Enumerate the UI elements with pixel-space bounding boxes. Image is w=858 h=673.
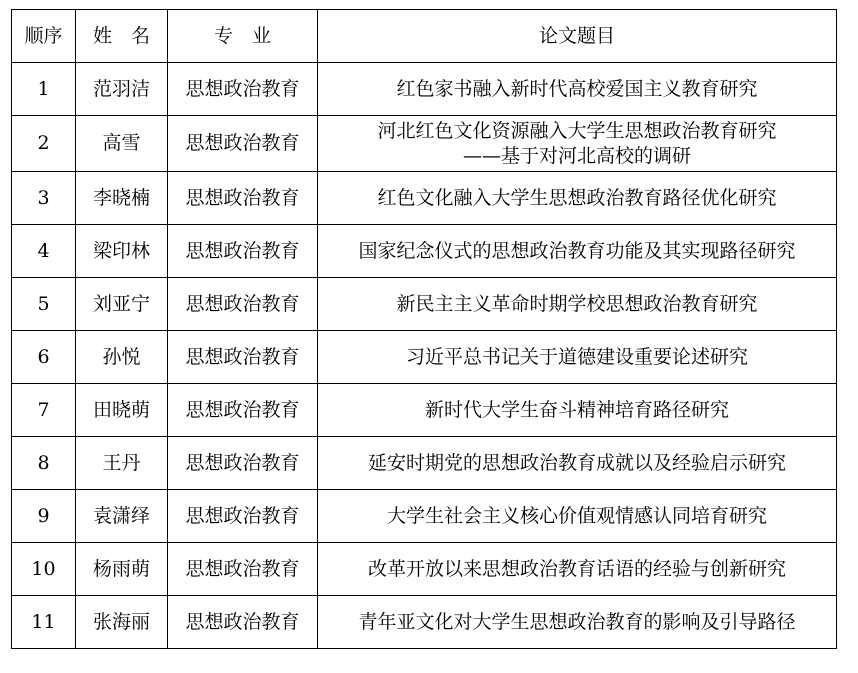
student-major: 思想政治教育 [168, 63, 318, 116]
student-name: 王丹 [76, 437, 168, 490]
row-number: 4 [12, 225, 76, 278]
student-name: 孙悦 [76, 331, 168, 384]
thesis-title: 国家纪念仪式的思想政治教育功能及其实现路径研究 [318, 225, 837, 278]
table-header-row [12, 10, 837, 63]
thesis-title: 改革开放以来思想政治教育话语的经验与创新研究 [318, 543, 837, 596]
student-major: 思想政治教育 [168, 596, 318, 649]
student-major: 思想政治教育 [168, 278, 318, 331]
student-name: 梁印林 [76, 225, 168, 278]
thesis-title: 红色家书融入新时代高校爱国主义教育研究 [318, 63, 837, 116]
table-row [12, 543, 837, 596]
student-major: 思想政治教育 [168, 490, 318, 543]
header-major: 专 业 [168, 10, 318, 63]
thesis-title: 大学生社会主义核心价值观情感认同培育研究 [318, 490, 837, 543]
student-major: 思想政治教育 [168, 172, 318, 225]
table-row [12, 116, 837, 172]
table-row [12, 596, 837, 649]
student-major: 思想政治教育 [168, 225, 318, 278]
thesis-title: 习近平总书记关于道德建设重要论述研究 [318, 331, 837, 384]
table-row [12, 172, 837, 225]
row-number: 8 [12, 437, 76, 490]
header-name: 姓 名 [76, 10, 168, 63]
student-major: 思想政治教育 [168, 437, 318, 490]
table-row [12, 225, 837, 278]
student-major: 思想政治教育 [168, 543, 318, 596]
thesis-title-cell [318, 116, 837, 172]
row-number: 5 [12, 278, 76, 331]
student-major: 思想政治教育 [168, 331, 318, 384]
table-row [12, 63, 837, 116]
row-number: 7 [12, 384, 76, 437]
table-row [12, 384, 837, 437]
header-title: 论文题目 [318, 10, 837, 63]
row-number: 10 [12, 543, 76, 596]
thesis-title: 青年亚文化对大学生思想政治教育的影响及引导路径 [318, 596, 837, 649]
student-name: 张海丽 [76, 596, 168, 649]
table-row [12, 490, 837, 543]
student-name: 刘亚宁 [76, 278, 168, 331]
student-name: 李晓楠 [76, 172, 168, 225]
student-name: 杨雨萌 [76, 543, 168, 596]
student-name: 高雪 [76, 116, 168, 172]
table-row [12, 278, 837, 331]
row-number: 9 [12, 490, 76, 543]
student-name: 田晓萌 [76, 384, 168, 437]
row-number: 2 [12, 116, 76, 172]
student-major: 思想政治教育 [168, 384, 318, 437]
thesis-table [11, 9, 837, 649]
student-name: 范羽洁 [76, 63, 168, 116]
header-order: 顺序 [12, 10, 76, 63]
thesis-title: 河北红色文化资源融入大学生思想政治教育研究 [377, 119, 777, 142]
thesis-subtitle: ——基于对河北高校的调研 [462, 144, 691, 167]
table-row [12, 437, 837, 490]
thesis-title: 红色文化融入大学生思想政治教育路径优化研究 [318, 172, 837, 225]
student-major: 思想政治教育 [168, 116, 318, 172]
thesis-title: 延安时期党的思想政治教育成就以及经验启示研究 [318, 437, 837, 490]
row-number: 11 [12, 596, 76, 649]
row-number: 1 [12, 63, 76, 116]
thesis-title: 新时代大学生奋斗精神培育路径研究 [318, 384, 837, 437]
thesis-title: 新民主主义革命时期学校思想政治教育研究 [318, 278, 837, 331]
row-number: 6 [12, 331, 76, 384]
table-row [12, 331, 837, 384]
row-number: 3 [12, 172, 76, 225]
student-name: 袁潇绎 [76, 490, 168, 543]
